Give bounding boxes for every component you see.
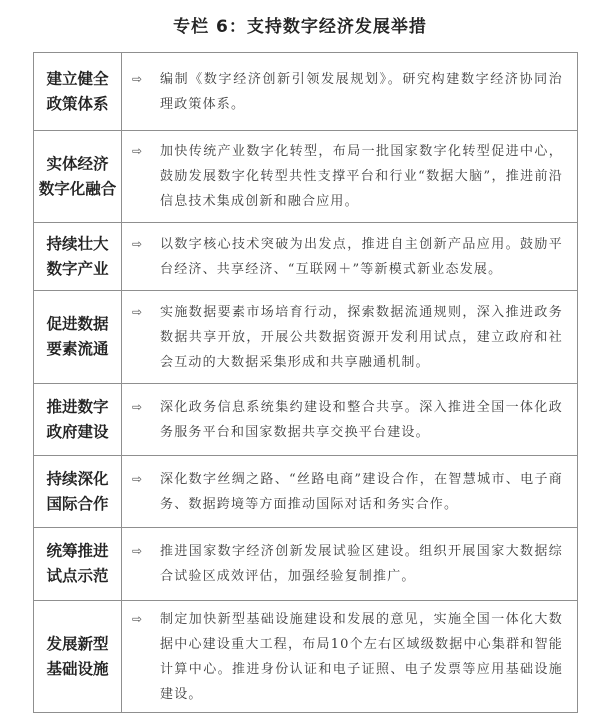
category-cell <box>34 131 122 223</box>
category-label: 基础设施 <box>46 659 109 678</box>
category-label: 建立健全 <box>46 69 109 88</box>
description-cell <box>122 131 578 223</box>
description-cell <box>122 291 578 384</box>
description-text: 编制《数字经济创新引领发展规划》。研究构建数字经济协同治理政策体系。 <box>160 71 563 112</box>
category-label: 数字化融合 <box>38 179 117 198</box>
table-row <box>34 528 578 601</box>
category-cell <box>34 223 122 291</box>
category-cell <box>34 53 122 131</box>
table-row <box>34 53 578 131</box>
table-row <box>34 456 578 528</box>
category-label: 促进数据 <box>46 315 109 333</box>
description-cell <box>122 384 578 456</box>
category-label: 统筹推进 <box>46 542 109 560</box>
description-text: 推进国家数字经济创新发展试验区建设。组织开展国家大数据综合试验区成效评估，加强经验复制推广。 <box>160 544 563 584</box>
description-text: 深化政务信息系统集约建设和整合共享。深入推进全国一体化政务服务平台和国家数据共享交换平台建设。 <box>160 399 563 440</box>
description-cell <box>122 456 578 528</box>
arrow-bullet-icon: ⇨ <box>132 71 143 86</box>
category-cell <box>34 601 122 713</box>
category-label: 发展新型 <box>46 634 109 653</box>
description-text: 加快传统产业数字化转型，布局一批国家数字化转型促进中心，鼓励发展数字化转型共性支撑平台和行业“数据大脑”，推进前沿信息技术集成创新和融合应用。 <box>160 144 563 209</box>
table-row <box>34 131 578 223</box>
table-row <box>34 291 578 384</box>
description-cell <box>122 53 578 131</box>
arrow-bullet-icon: ⇨ <box>132 144 143 158</box>
arrow-bullet-icon: ⇨ <box>132 236 143 251</box>
category-label: 国际合作 <box>46 494 109 513</box>
category-cell <box>34 456 122 528</box>
arrow-bullet-icon: ⇨ <box>132 544 143 558</box>
category-label: 政府建设 <box>46 422 109 441</box>
table-row <box>34 223 578 291</box>
description-cell <box>122 223 578 291</box>
page-title: 专栏 6：支持数字经济发展举措 <box>173 17 427 37</box>
category-label: 要素流通 <box>46 340 109 358</box>
arrow-bullet-icon: ⇨ <box>132 304 143 319</box>
category-label: 持续壮大 <box>46 234 109 253</box>
category-cell <box>34 291 122 384</box>
description-cell <box>122 528 578 601</box>
category-cell <box>34 528 122 601</box>
category-label: 数字产业 <box>46 259 109 278</box>
measures-table <box>33 52 578 713</box>
table-row <box>34 601 578 713</box>
description-text: 以数字核心技术突破为出发点，推进自主创新产品应用。鼓励平台经济、共享经济、“互联网＋”等新模式新业态发展。 <box>160 236 563 277</box>
arrow-bullet-icon: ⇨ <box>132 471 143 486</box>
category-label: 持续深化 <box>46 469 109 488</box>
arrow-bullet-icon: ⇨ <box>132 399 143 414</box>
description-text: 深化数字丝绸之路、“丝路电商”建设合作，在智慧城市、电子商务、数据跨境等方面推动国际对话和务实合作。 <box>160 471 563 512</box>
category-label: 政策体系 <box>46 94 109 113</box>
description-text: 实施数据要素市场培育行动，探索数据流通规则，深入推进政务数据共享开放，开展公共数据资源开发利用试点，建立政府和社会互动的大数据采集形成和共享融通机制。 <box>160 304 563 370</box>
category-label: 推进数字 <box>46 397 109 416</box>
arrow-bullet-icon: ⇨ <box>132 611 143 626</box>
category-label: 试点示范 <box>46 567 109 585</box>
description-text: 制定加快新型基础设施建设和发展的意见，实施全国一体化大数据中心建设重大工程，布局10个左右区域级数据中心集群和智能计算中心。推进身份认证和电子证照、电子发票等应用基础设施建设。 <box>160 611 563 702</box>
category-label: 实体经济 <box>46 154 109 173</box>
category-cell <box>34 384 122 456</box>
table-row <box>34 384 578 456</box>
description-cell <box>122 601 578 713</box>
